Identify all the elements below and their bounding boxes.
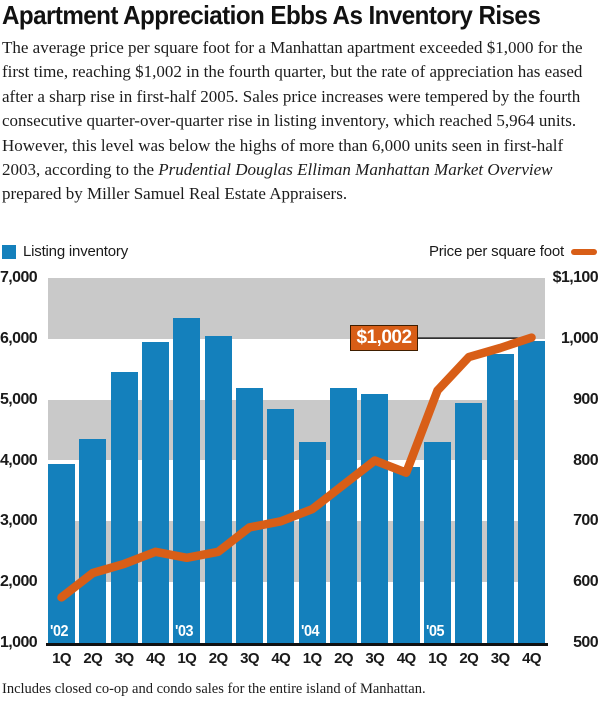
bar-swatch-icon xyxy=(2,245,16,259)
x-axis-tick: 3Q xyxy=(114,650,134,667)
x-axis-tick: 3Q xyxy=(240,650,259,667)
line-swatch-icon xyxy=(571,249,597,255)
left-axis-tick: 3,000 xyxy=(0,512,38,530)
x-axis-tick: 1Q xyxy=(52,650,71,667)
right-axis-tick: 900 xyxy=(573,390,598,408)
x-axis-tick: 4Q xyxy=(522,650,541,667)
left-axis-tick: 7,000 xyxy=(0,269,38,286)
year-label: '05 xyxy=(426,623,445,640)
page-title: Apartment Appreciation Ebbs As Inventory Rises xyxy=(2,0,541,30)
chart-legend xyxy=(2,243,597,259)
x-axis-tick: 2Q xyxy=(334,650,353,667)
year-label: '03 xyxy=(175,623,194,640)
x-axis-line xyxy=(46,643,548,646)
x-axis-tick: 1Q xyxy=(428,650,447,667)
left-axis-tick: 2,000 xyxy=(0,573,38,591)
left-axis-tick: 1,000 xyxy=(0,634,38,651)
x-axis-tick: 4Q xyxy=(146,650,165,667)
x-axis-tick: 1Q xyxy=(302,650,322,667)
intro-paragraph xyxy=(2,36,598,207)
right-axis-tick: 800 xyxy=(573,451,598,469)
x-axis-tick: 2Q xyxy=(83,650,103,667)
x-axis-tick: 2Q xyxy=(208,650,228,667)
x-axis-tick: 1Q xyxy=(177,650,197,667)
intro-text-1: The average price per square foot for a Manhattan apartment exceeded $1,000 for the first time, reaching $1,002 in the fourth quarter, but the rate of appreciation has eased after a sharp rise in first-half 2005. Sales price increases were tempered by the fourth consecutive quarter-over-quarter rise in listing inventory, which reached 5,964 units. However, this level was below the highs of more than 6,000 units seen in first-half 2003, according to the xyxy=(2,38,583,180)
left-axis-tick: 5,000 xyxy=(0,390,38,408)
legend-item-price xyxy=(429,243,597,260)
x-axis-tick: 3Q xyxy=(490,650,510,667)
footnote: Includes closed co-op and condo sales for the entire island of Manhattan. xyxy=(2,681,426,697)
x-axis-tick: 4Q xyxy=(396,650,416,667)
right-axis-tick: 500 xyxy=(573,634,598,651)
left-axis-tick: 6,000 xyxy=(0,329,38,347)
price-callout-badge: $1,002 xyxy=(350,325,418,351)
left-axis-tick: 4,000 xyxy=(0,451,38,469)
x-axis-tick: 4Q xyxy=(271,650,291,667)
right-axis-tick: 1,000 xyxy=(560,329,598,347)
right-axis-tick: $1,100 xyxy=(552,269,598,286)
legend-item-inventory xyxy=(2,243,128,260)
legend-price-label: Price per square foot xyxy=(428,243,564,260)
right-axis-tick: 700 xyxy=(573,512,598,530)
intro-text-2: prepared by Miller Samuel Real Estate Appraisers. xyxy=(2,184,348,204)
year-label: '02 xyxy=(50,623,69,640)
legend-inventory-label: Listing inventory xyxy=(23,243,128,260)
x-axis-tick: 3Q xyxy=(365,650,385,667)
right-axis-tick: 600 xyxy=(573,573,598,591)
x-axis-tick: 2Q xyxy=(459,650,479,667)
plot-area xyxy=(48,278,545,643)
intro-report-name: Prudential Douglas Elliman Manhattan Market Overview xyxy=(158,160,553,180)
price-per-sqft-line xyxy=(62,338,532,598)
price-line-chart xyxy=(48,278,545,643)
year-label: '04 xyxy=(300,623,319,640)
